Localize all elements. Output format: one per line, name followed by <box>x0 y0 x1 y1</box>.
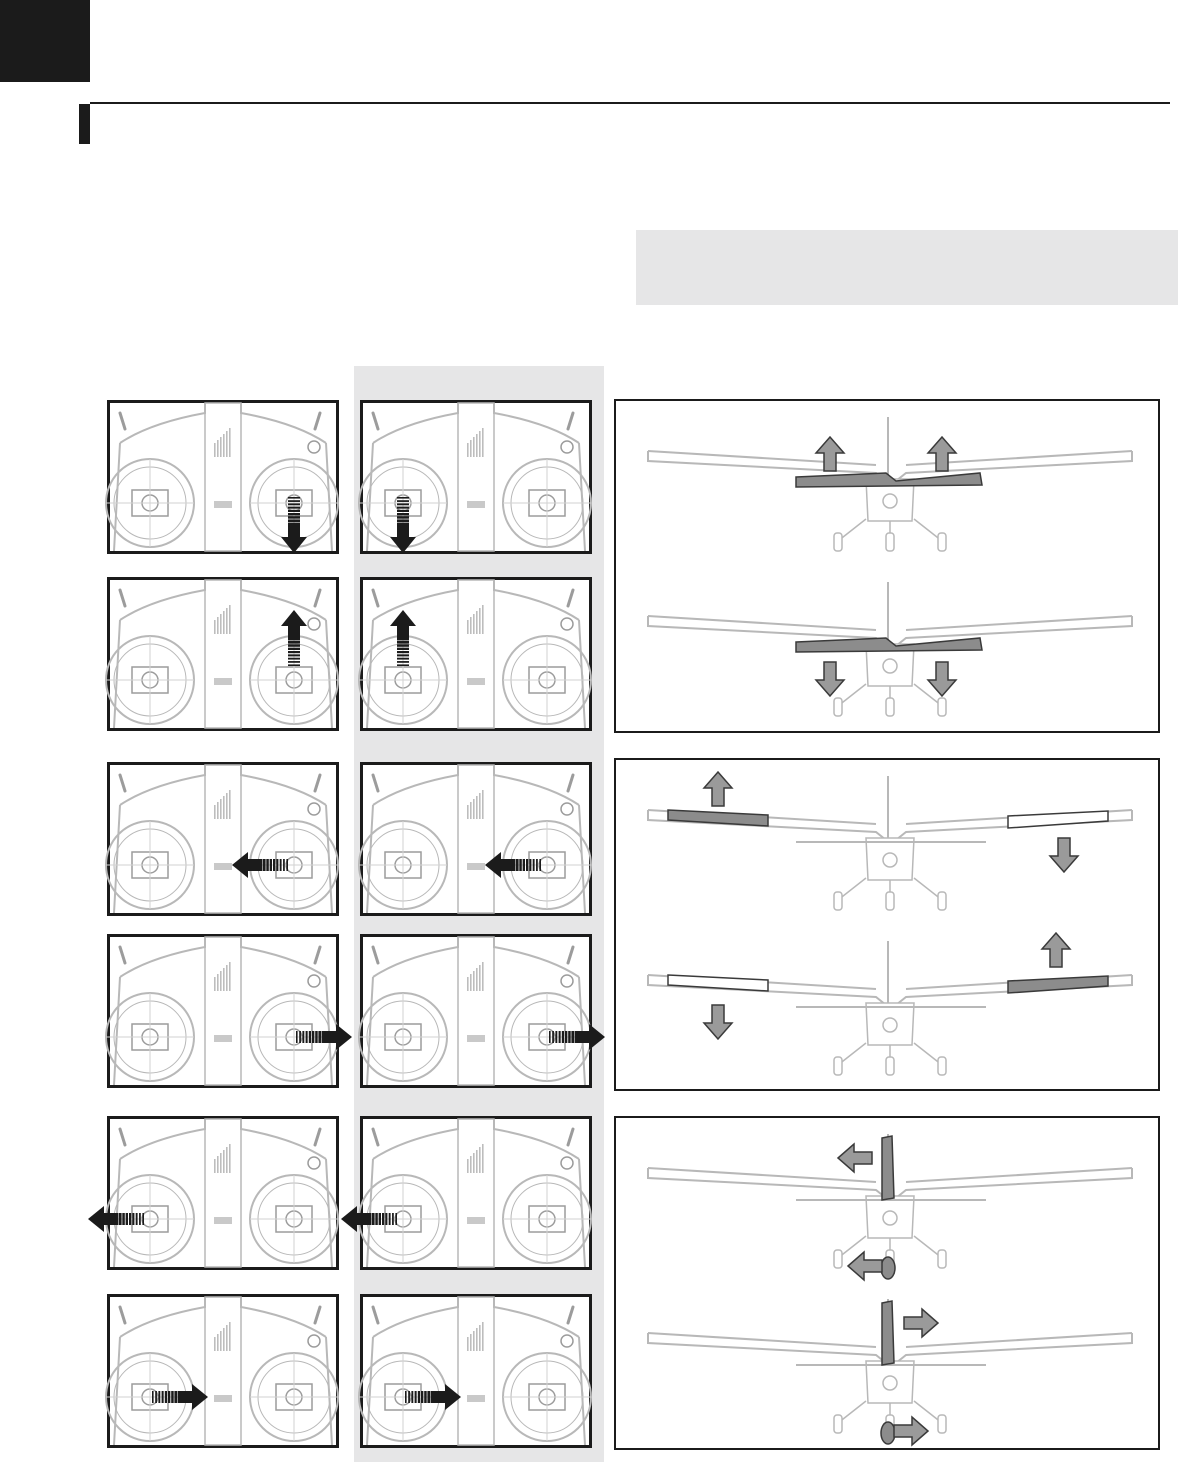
tx-panel-mode2-elevator-down <box>360 577 592 731</box>
left-switch-icon <box>373 947 378 963</box>
left-aileron <box>668 810 768 826</box>
wheel-2 <box>938 1057 946 1075</box>
wheel-1 <box>886 698 894 716</box>
right-gimbal <box>503 1175 591 1263</box>
transmitter-display <box>467 1395 485 1402</box>
wheel-2 <box>938 1415 946 1433</box>
left-gimbal <box>359 821 447 909</box>
right-knob-icon <box>561 1335 573 1347</box>
right-knob-icon <box>308 975 320 987</box>
transmitter-center-panel <box>205 765 241 913</box>
transmitter-center-panel <box>458 937 494 1085</box>
transmitter-display <box>467 1035 485 1042</box>
right-gimbal <box>503 459 591 547</box>
right-aileron-down-arrow-icon <box>1050 838 1078 872</box>
page-tab <box>0 0 90 82</box>
right-aileron-up-arrow-icon <box>1042 933 1070 967</box>
left-gimbal <box>106 821 194 909</box>
transmitter-center-panel <box>205 1119 241 1267</box>
left-aileron <box>668 975 768 991</box>
transmitter-illustration <box>110 937 336 1085</box>
left-wing <box>648 1168 886 1198</box>
transmitter-center-panel <box>205 1297 241 1445</box>
transmitter-display <box>214 501 232 508</box>
wheel-0 <box>834 1415 842 1433</box>
transmitter-display <box>467 678 485 685</box>
tx-panel-mode2-elevator-up <box>360 400 592 554</box>
left-switch-icon <box>120 590 125 606</box>
elevator-surface <box>796 638 982 652</box>
tx-panel-mode1-rudder-right <box>107 1294 339 1448</box>
right-knob-icon <box>308 618 320 630</box>
right-knob-icon <box>561 803 573 815</box>
right-switch-icon <box>568 775 573 791</box>
left-switch-icon <box>373 1129 378 1145</box>
elevator-up-arrow-left-icon <box>816 437 844 471</box>
right-aileron <box>1008 811 1108 828</box>
left-switch-icon <box>120 947 125 963</box>
steerable-nose-wheel <box>881 1257 895 1279</box>
fuselage <box>866 1361 914 1403</box>
right-knob-icon <box>561 618 573 630</box>
transmitter-center-panel <box>458 765 494 913</box>
section-rule <box>90 102 1170 104</box>
right-switch-icon <box>568 1307 573 1323</box>
transmitter-illustration <box>110 580 336 728</box>
right-knob-icon <box>561 975 573 987</box>
left-aileron-down-arrow-icon <box>704 1005 732 1039</box>
left-switch-icon <box>120 413 125 429</box>
transmitter-center-panel <box>458 1119 494 1267</box>
right-switch-icon <box>315 1129 320 1145</box>
tx-panel-mode2-aileron-right <box>360 934 592 1088</box>
right-wing <box>896 451 1132 481</box>
transmitter-display <box>214 1395 232 1402</box>
elevator-down-arrow-right-icon <box>928 662 956 696</box>
transmitter-illustration <box>363 937 589 1085</box>
plane-box-ailerons <box>614 758 1160 1091</box>
left-gimbal <box>106 993 194 1081</box>
transmitter-illustration <box>363 1119 589 1267</box>
wheel-1 <box>886 892 894 910</box>
right-switch-icon <box>568 590 573 606</box>
right-switch-icon <box>315 947 320 963</box>
fuselage <box>866 838 914 880</box>
transmitter-illustration <box>110 403 336 551</box>
right-gimbal <box>250 1353 338 1441</box>
left-switch-icon <box>120 1129 125 1145</box>
tx-panel-mode1-aileron-right <box>107 934 339 1088</box>
tx-panel-mode1-elevator-down <box>107 577 339 731</box>
tx-panel-mode2-rudder-right <box>360 1294 592 1448</box>
tx-panel-mode1-rudder-left <box>107 1116 339 1270</box>
rudder-left-arrow-icon <box>838 1144 872 1172</box>
plane-box-rudder <box>614 1116 1160 1450</box>
wheel-1 <box>886 533 894 551</box>
tx-panel-mode1-elevator-up <box>107 400 339 554</box>
right-knob-icon <box>561 441 573 453</box>
plane-box-elevator <box>614 399 1160 733</box>
right-knob-icon <box>561 1157 573 1169</box>
transmitter-display <box>467 1217 485 1224</box>
left-switch-icon <box>120 775 125 791</box>
transmitter-illustration <box>363 765 589 913</box>
right-gimbal <box>250 1175 338 1263</box>
wheel-0 <box>834 892 842 910</box>
right-gimbal <box>503 636 591 724</box>
left-wing <box>648 1333 886 1363</box>
transmitter-center-panel <box>205 403 241 551</box>
section-marker <box>79 104 90 144</box>
tx-panel-mode2-aileron-left <box>360 762 592 916</box>
fuselage <box>866 1003 914 1045</box>
right-knob-icon <box>308 1335 320 1347</box>
tx-panel-mode2-rudder-left <box>360 1116 592 1270</box>
right-switch-icon <box>568 1129 573 1145</box>
right-switch-icon <box>315 775 320 791</box>
left-gimbal <box>106 459 194 547</box>
steerable-nose-wheel <box>881 1422 895 1444</box>
wheel-right-arrow-icon <box>894 1417 928 1445</box>
transmitter-center-panel <box>205 937 241 1085</box>
transmitter-display <box>214 1035 232 1042</box>
transmitter-display <box>467 501 485 508</box>
left-switch-icon <box>373 775 378 791</box>
transmitter-center-panel <box>458 403 494 551</box>
wheel-0 <box>834 698 842 716</box>
left-aileron-up-arrow-icon <box>704 772 732 806</box>
right-switch-icon <box>315 590 320 606</box>
right-switch-icon <box>315 1307 320 1323</box>
right-switch-icon <box>315 413 320 429</box>
wheel-2 <box>938 1250 946 1268</box>
transmitter-illustration <box>363 403 589 551</box>
transmitter-illustration <box>110 1119 336 1267</box>
transmitter-illustration <box>110 1297 336 1445</box>
transmitter-display <box>214 863 232 870</box>
wheel-1 <box>886 1057 894 1075</box>
wheel-2 <box>938 533 946 551</box>
left-switch-icon <box>120 1307 125 1323</box>
rudder-right-arrow-icon <box>904 1309 938 1337</box>
transmitter-display <box>467 863 485 870</box>
elevator-surface <box>796 473 982 487</box>
wheel-0 <box>834 533 842 551</box>
aircraft-diagram <box>616 760 1158 1090</box>
tx-panel-mode1-aileron-left <box>107 762 339 916</box>
fuselage <box>866 1196 914 1238</box>
right-wing <box>896 616 1132 646</box>
wheel-0 <box>834 1250 842 1268</box>
rudder-surface <box>882 1136 894 1200</box>
transmitter-center-panel <box>458 1297 494 1445</box>
note-box <box>636 230 1178 305</box>
right-knob-icon <box>308 803 320 815</box>
elevator-down-arrow-left-icon <box>816 662 844 696</box>
aircraft-diagram <box>616 401 1158 731</box>
left-switch-icon <box>373 1307 378 1323</box>
right-gimbal <box>503 1353 591 1441</box>
elevator-up-arrow-right-icon <box>928 437 956 471</box>
rudder-surface <box>882 1301 894 1365</box>
right-switch-icon <box>568 413 573 429</box>
transmitter-display <box>214 678 232 685</box>
wheel-0 <box>834 1057 842 1075</box>
transmitter-display <box>214 1217 232 1224</box>
transmitter-illustration <box>363 1297 589 1445</box>
transmitter-center-panel <box>458 580 494 728</box>
transmitter-illustration <box>110 765 336 913</box>
aircraft-diagram <box>616 1118 1158 1448</box>
left-switch-icon <box>373 413 378 429</box>
left-gimbal <box>359 993 447 1081</box>
transmitter-illustration <box>363 580 589 728</box>
right-wing <box>896 1168 1132 1198</box>
right-wing <box>896 1333 1132 1363</box>
wheel-2 <box>938 698 946 716</box>
left-switch-icon <box>373 590 378 606</box>
transmitter-center-panel <box>205 580 241 728</box>
right-aileron <box>1008 976 1108 993</box>
wheel-2 <box>938 892 946 910</box>
right-knob-icon <box>308 441 320 453</box>
wheel-left-arrow-icon <box>848 1252 882 1280</box>
right-knob-icon <box>308 1157 320 1169</box>
right-switch-icon <box>568 947 573 963</box>
left-gimbal <box>106 636 194 724</box>
